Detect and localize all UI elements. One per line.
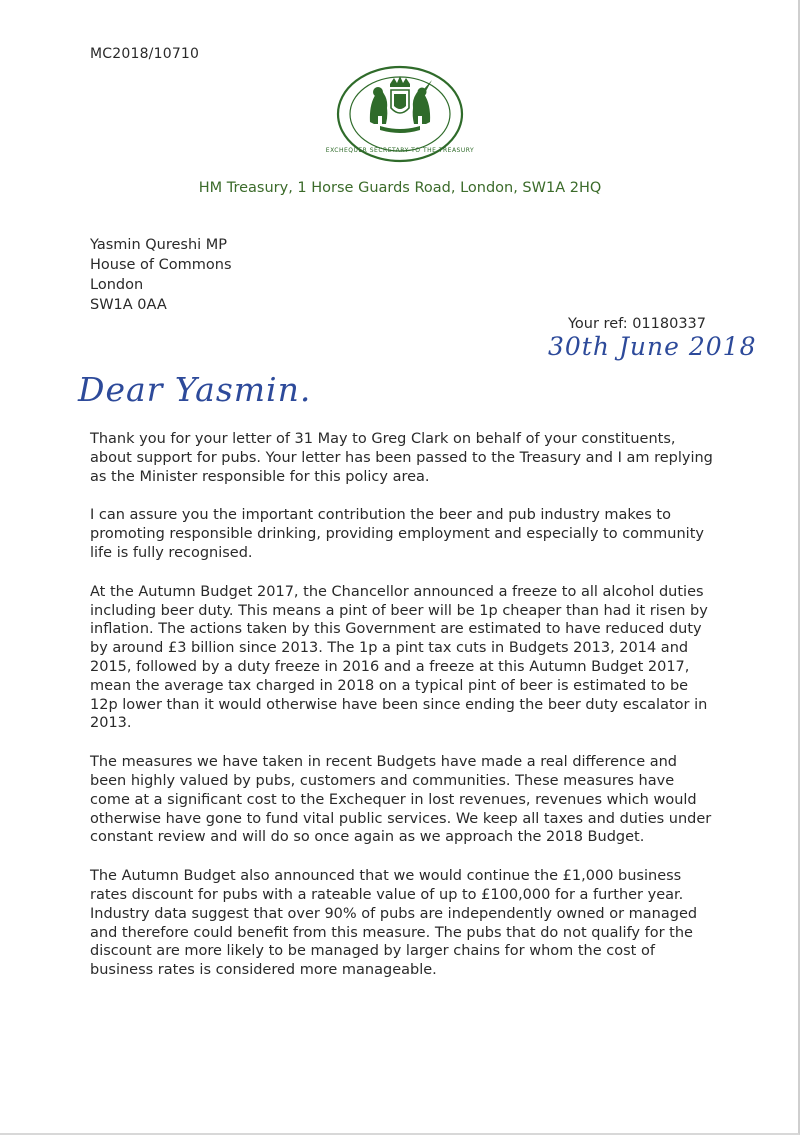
svg-text:EXCHEQUER SECRETARY TO THE TRE: EXCHEQUER SECRETARY TO THE TREASURY <box>325 147 475 154</box>
body-paragraph: The Autumn Budget also announced that we would continue the £1,000 business rates discount for pubs with a rateable value of up to £100,000 for a further year. Industry data suggest that over 90% of pubs are independently owned or managed and therefore could benefit from this measure. The pubs that do not qualify for the discount are more likely to be managed by larger chains for whom the cost of business rates is considered more manageable. <box>90 868 698 979</box>
recipient-line: London <box>90 277 144 293</box>
recipient-line: SW1A 0AA <box>90 297 167 313</box>
sender-address: HM Treasury, 1 Horse Guards Road, London, SW1A 2HQ <box>198 180 602 196</box>
recipient-address <box>90 235 232 315</box>
body-paragraph: The measures we have taken in recent Budgets have made a real difference and been highly valued by pubs, customers and communities. These measures have come at a significant cost to the Exchequer in lost revenues, revenues which would otherwise have gone to fund vital public services. We keep all taxes and duties under constant review and will do so once again as we approach the 2018 Budget. <box>90 754 712 846</box>
letter-reference: MC2018/10710 <box>90 46 200 62</box>
recipient-line: Yasmin Qureshi MP <box>90 237 228 253</box>
handwritten-date: 30th June 2018 <box>548 332 757 361</box>
recipient-line: House of Commons <box>90 257 232 273</box>
your-reference: Your ref: 01180337 <box>567 316 706 332</box>
handwritten-salutation: Dear Yasmin. <box>78 370 312 409</box>
letter-body <box>90 430 715 1000</box>
body-paragraph: I can assure you the important contribution the beer and pub industry makes to promoting responsible drinking, providing employment and especially to community life is fully recognised. <box>90 507 704 561</box>
body-paragraph: Thank you for your letter of 31 May to Greg Clark on behalf of your constituents, about support for pubs. Your letter has been passed to the Treasury and I am replying as the Minister responsible for this policy area. <box>90 431 713 485</box>
royal-crest-icon <box>325 64 475 164</box>
body-paragraph: At the Autumn Budget 2017, the Chancellor announced a freeze to all alcohol duties including beer duty. This means a pint of beer will be 1p cheaper than had it risen by inflation. The actions taken by this Government are estimated to have reduced duty by around £3 billion since 2013. The 1p a pint tax cuts in Budgets 2013, 2014 and 2015, followed by a duty freeze in 2016 and a freeze at this Autumn Budget 2017, mean the average tax charged in 2018 on a typical pint of beer is estimated to be 12p lower than it would otherwise have been since ending the beer duty escalator in 2013. <box>90 583 708 732</box>
